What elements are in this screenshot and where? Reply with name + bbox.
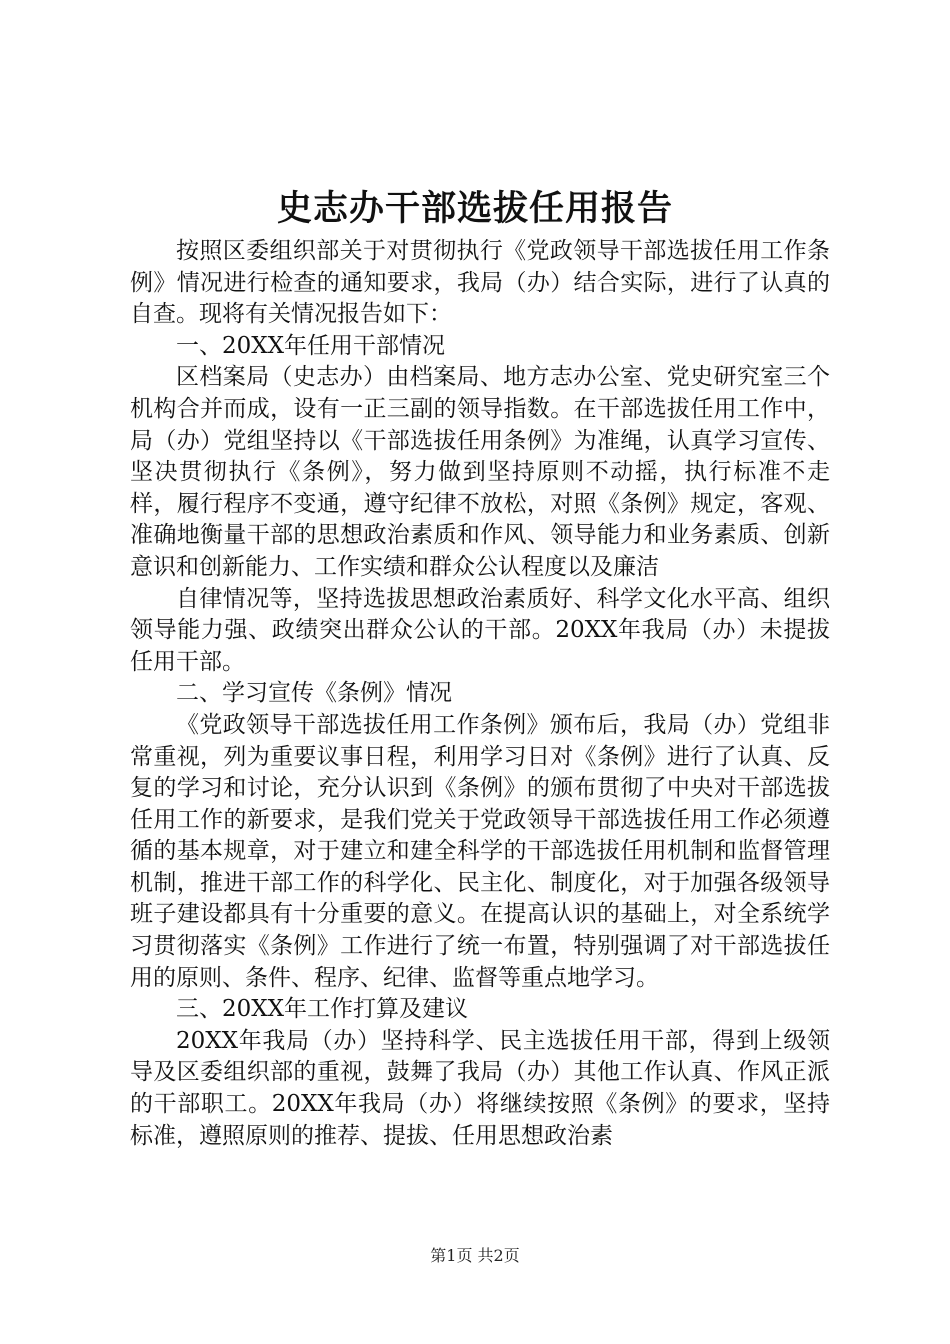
section-heading-1: 一、20XX年任用干部情况 <box>176 332 446 359</box>
section-heading-3: 三、20XX年工作打算及建议 <box>176 996 469 1023</box>
document-title: 史志办干部选拔任用报告 <box>276 188 673 229</box>
paragraph-section-2: 《党政领导干部选拔任用工作条例》颁布后，我局（办）党组非常重视，列为重要议事日程，利用学习日对《条例》进行了认真、反复的学习和讨论，充分认识到《条例》的颁布贯彻了中央对干部选拔任用工作的新要求，是我们党关于党政领导干部选拔任用工作必须遵循的基本规章，对于建立和建全科学的干部选拔任用机制和监督管理机制，推进干部工作的科学化、民主化、制度化，对于加强各级领导班子建设都具有十分重要的意义。在提高认识的基础上，对全系统学习贯彻落实《条例》工作进行了统一布置，特别强调了对干部选拔任用的原则、条件、程序、纪律、监督等重点地学习。 <box>130 711 830 991</box>
paragraph-section-1-b: 自律情况等，坚持选拔思想政治素质好、科学文化水平高、组织领导能力强、政绩突出群众公认的干部。20XX年我局（办）未提拔任用干部。 <box>130 585 830 675</box>
section-heading-2: 二、学习宣传《条例》情况 <box>176 680 452 707</box>
paragraph-section-1-a: 区档案局（史志办）由档案局、地方志办公室、党史研究室三个机构合并而成，设有一正三副的领导指数。在干部选拔任用工作中，局（办）党组坚持以《干部选拔任用条例》为准绳，认真学习宣传、坚决贯彻执行《条例》，努力做到坚持原则不动摇，执行标准不走样，履行程序不变通，遵守纪律不放松，对照《条例》规定，客观、准确地衡量干部的思想政治素质和作风、领导能力和业务素质、创新意识和创新能力、工作实绩和群众公认程度以及廉洁 <box>130 364 830 580</box>
document-body <box>130 236 830 1152</box>
page-number: 第1页 <box>430 1246 473 1265</box>
page-footer <box>0 1245 950 1267</box>
paragraph-intro: 按照区委组织部关于对贯彻执行《党政领导干部选拔任用工作条例》情况进行检查的通知要求，我局（办）结合实际，进行了认真的自查。现将有关情况报告如下： <box>130 238 830 328</box>
page-total: 共2页 <box>477 1246 520 1265</box>
paragraph-section-3: 20XX年我局（办）坚持科学、民主选拔任用干部，得到上级领导及区委组织部的重视，鼓舞了我局（办）其他工作认真、作风正派的干部职工。20XX年我局（办）将继续按照《条例》的要求，坚持标准，遵照原则的推荐、提拔、任用思想政治素 <box>130 1027 830 1149</box>
